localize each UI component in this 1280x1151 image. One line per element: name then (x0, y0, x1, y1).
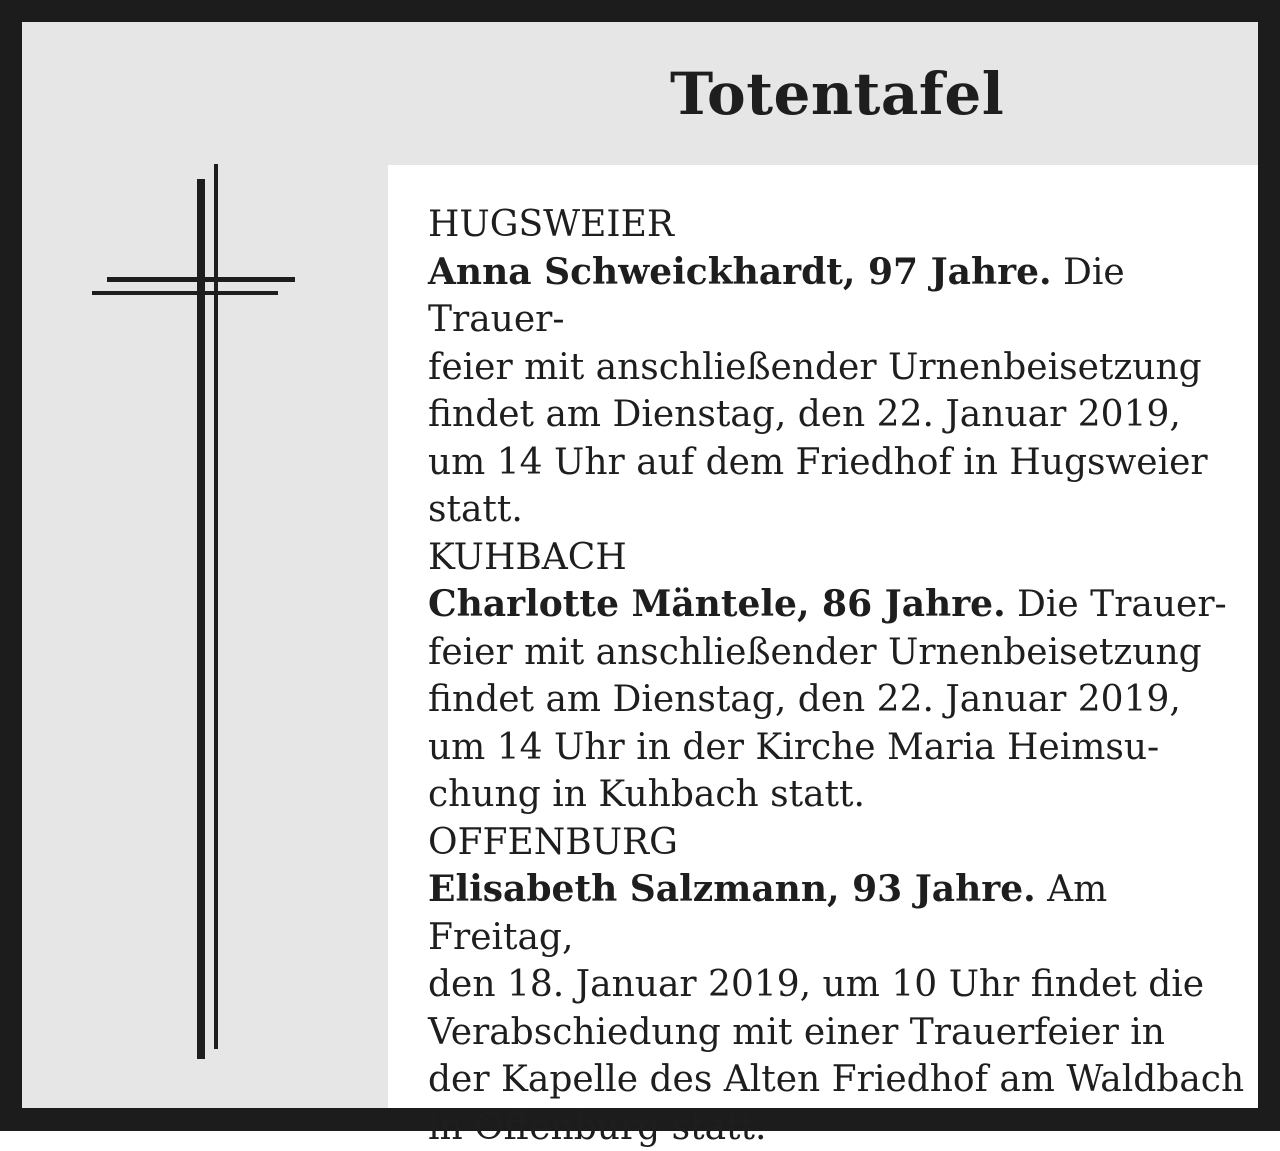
deceased-name: Elisabeth Salzmann, 93 Jahre. (428, 868, 1036, 910)
obituary-content (388, 165, 1258, 1108)
obituary-entry-3 (428, 819, 1248, 1151)
entry-line: um 14 Uhr in der Kirche Maria Heimsu- (428, 727, 1159, 768)
entry-text (428, 249, 1248, 534)
notice-panel (22, 22, 1258, 1108)
entry-line: den 18. Januar 2019, um 10 Uhr findet die (428, 964, 1204, 1005)
entry-line: feier mit anschließender Urnenbeisetzung (428, 632, 1202, 673)
entry-line: um 14 Uhr auf dem Friedhof in Hugsweier (428, 442, 1208, 483)
deceased-name: Charlotte Mäntele, 86 Jahre. (428, 583, 1006, 625)
place-heading: OFFENBURG (428, 819, 1248, 867)
entry-line: Am Freitag, (428, 869, 1107, 958)
entry-line: Verabschiedung mit einer Trauerfeier in (428, 1012, 1165, 1053)
obituary-entry-2 (428, 534, 1248, 819)
entry-line: statt. (428, 489, 523, 530)
entry-line: findet am Dienstag, den 22. Januar 2019, (428, 679, 1181, 720)
entry-line: chung in Kuhbach statt. (428, 774, 865, 815)
place-heading: KUHBACH (428, 534, 1248, 582)
entry-line: der Kapelle des Alten Friedhof am Waldbach (428, 1059, 1244, 1100)
page-title: Totentafel (670, 60, 1004, 128)
entry-line: Die Trauer- (428, 252, 1125, 341)
cross-icon (92, 164, 302, 1068)
obituary-entry-1 (428, 201, 1248, 534)
entry-line: Die Trauer- (1006, 584, 1227, 625)
deceased-name: Anna Schweickhardt, 97 Jahre. (428, 251, 1052, 293)
entry-line: feier mit anschließender Urnenbeisetzung (428, 347, 1202, 388)
entry-text (428, 581, 1248, 819)
place-heading: HUGSWEIER (428, 201, 1248, 249)
entry-text (428, 866, 1248, 1151)
entry-line: in Offenburg statt. (428, 1107, 766, 1148)
obituary-list (428, 201, 1248, 1151)
entry-line: findet am Dienstag, den 22. Januar 2019, (428, 394, 1181, 435)
